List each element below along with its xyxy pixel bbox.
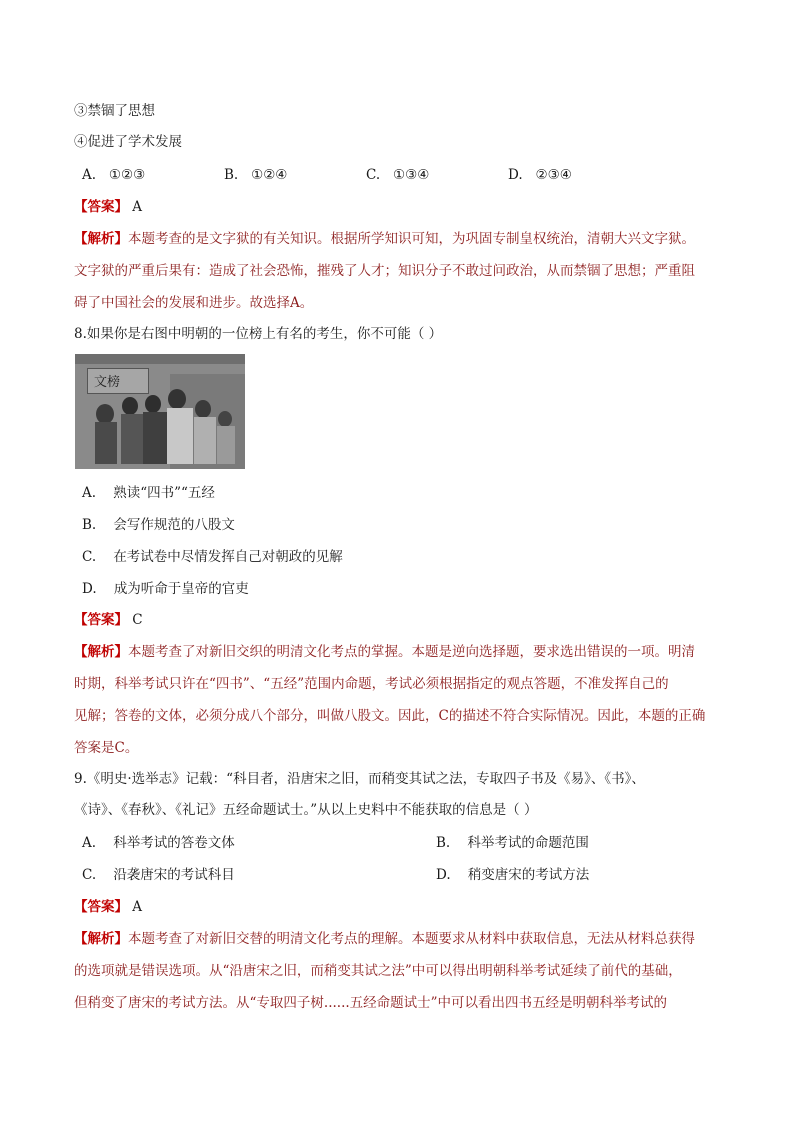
q9-stem-line-1: 9.《明史·选举志》记载：“科目者，沿唐宋之旧，而稍变其试之法，专取四子书及《易》、《书》、 bbox=[74, 771, 645, 787]
q9-explanation-line-2: 的选项就是错误选项。从“沿唐宋之旧，而稍变其试之法”中可以得出明朝科举考试延续了前代的基础， bbox=[74, 963, 682, 979]
q9-choice-b: B. 科举考试的命题范围 bbox=[436, 835, 589, 851]
q9-explanation-line-3: 但稍变了唐宋的考试方法。从“专取四子树......五经命题试士”中可以看出四书五经是明朝科举考试的 bbox=[74, 995, 668, 1011]
q8-explanation-line-2: 时期，科举考试只许在“四书”、“五经”范围内命题，考试必须根据指定的观点答题，不准发挥自己的 bbox=[74, 676, 669, 692]
q7-explanation-line-1: 【解析】本题考查的是文字狱的有关知识。根据所学知识可知，为巩固专制皇权统治，清朝大兴文字狱。 bbox=[74, 231, 695, 247]
q9-explanation-line-1: 【解析】本题考查了对新旧交替的明清文化考点的理解。本题要求从材料中获取信息，无法从材料总获得 bbox=[74, 931, 695, 947]
q9-answer: 【答案】 A bbox=[74, 899, 143, 915]
q8-stem: 8.如果你是右图中明朝的一位榜上有名的考生，你不可能（ ） bbox=[74, 326, 443, 342]
q8-explanation-line-3: 见解；答卷的文体，必须分成八个部分，叫做八股文。因此，C的描述不符合实际情况。因此，本题的正确 bbox=[74, 708, 706, 724]
q7-choice-a: A. ①②③ bbox=[82, 167, 146, 183]
q9-choice-c: C. 沿袭唐宋的考试科目 bbox=[82, 867, 235, 883]
q7-choice-d: D. ②③④ bbox=[508, 167, 572, 183]
statement-4: ④促进了学术发展 bbox=[74, 134, 182, 150]
q7-answer: 【答案】 A bbox=[74, 199, 143, 215]
q9-stem-line-2: 《诗》、《春秋》、《礼记》五经命题试士。”从以上史料中不能获取的信息是（ ） bbox=[74, 802, 538, 818]
q7-explanation-line-3: 碍了中国社会的发展和进步。故选择A。 bbox=[74, 295, 314, 311]
q7-explanation-line-2: 文字狱的严重后果有：造成了社会恐怖，摧残了人才；知识分子不敢过问政治，从而禁锢了思想；严重阻 bbox=[74, 263, 695, 279]
q8-explanation-line-4: 答案是C。 bbox=[74, 740, 139, 756]
q8-explanation-line-1: 【解析】本题考查了对新旧交织的明清文化考点的掌握。本题是逆向选择题，要求选出错误的一项。明清 bbox=[74, 644, 695, 660]
statement-3: ③禁锢了思想 bbox=[74, 103, 155, 119]
q9-choice-d: D. 稍变唐宋的考试方法 bbox=[436, 867, 590, 883]
exam-list-illustration bbox=[75, 354, 245, 469]
q7-choice-c: C. ①③④ bbox=[366, 167, 430, 183]
q7-choice-b: B. ①②④ bbox=[224, 167, 288, 183]
q8-choice-c: C. 在考试卷中尽情发挥自己对朝政的见解 bbox=[82, 549, 343, 565]
q9-choice-a: A. 科举考试的答卷文体 bbox=[82, 835, 235, 851]
q8-choice-a: A. 熟读“四书”“五经 bbox=[82, 485, 215, 501]
q8-answer: 【答案】 C bbox=[74, 612, 143, 628]
q8-choice-b: B. 会写作规范的八股文 bbox=[82, 517, 235, 533]
q8-choice-d: D. 成为听命于皇帝的官吏 bbox=[82, 581, 249, 597]
notice-board: 文榜 bbox=[87, 368, 149, 394]
